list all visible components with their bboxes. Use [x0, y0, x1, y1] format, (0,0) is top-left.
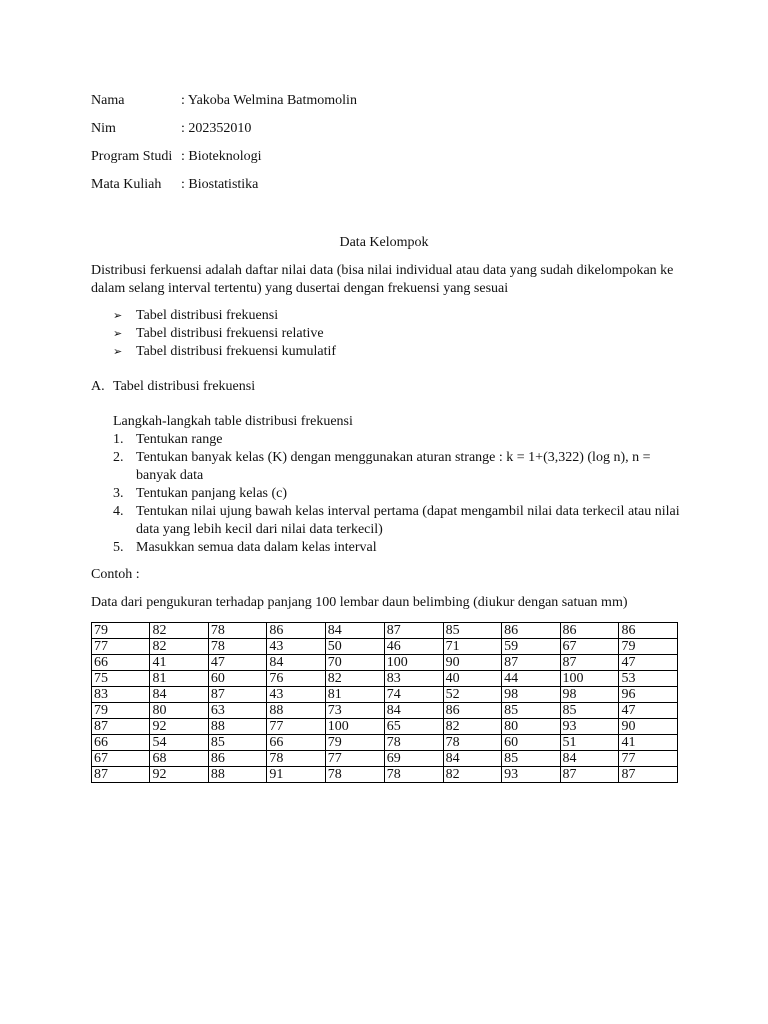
- table-row: [92, 655, 678, 671]
- table-cell: 77: [267, 719, 325, 735]
- table-cell: 86: [502, 623, 560, 639]
- arrow-bullet-icon: ➢: [113, 328, 123, 340]
- table-row: [92, 767, 678, 783]
- identity-label: Nim: [91, 121, 116, 136]
- table-cell: 87: [92, 719, 150, 735]
- table-cell: 44: [502, 671, 560, 687]
- table-cell: 88: [208, 767, 266, 783]
- step-number: 2.: [113, 450, 124, 465]
- table-cell: 79: [92, 623, 150, 639]
- table-cell: 84: [325, 623, 384, 639]
- table-cell: 69: [384, 751, 443, 767]
- table-row: [92, 751, 678, 767]
- arrow-bullet-icon: ➢: [113, 346, 123, 358]
- table-cell: 79: [92, 703, 150, 719]
- table-cell: 96: [619, 687, 678, 703]
- table-cell: 54: [150, 735, 208, 751]
- table-cell: 87: [619, 767, 678, 783]
- table-row: [92, 735, 678, 751]
- table-cell: 91: [267, 767, 325, 783]
- table-cell: 100: [560, 671, 619, 687]
- table-cell: 67: [92, 751, 150, 767]
- table-cell: 66: [92, 735, 150, 751]
- table-cell: 79: [619, 639, 678, 655]
- table-cell: 85: [502, 751, 560, 767]
- table-cell: 81: [325, 687, 384, 703]
- list-item: [113, 431, 681, 449]
- table-cell: 50: [325, 639, 384, 655]
- table-cell: 92: [150, 719, 208, 735]
- identity-label: Program Studi: [91, 149, 173, 164]
- table-cell: 80: [502, 719, 560, 735]
- table-cell: 86: [560, 623, 619, 639]
- table-row: [92, 671, 678, 687]
- table-cell: 51: [560, 735, 619, 751]
- step-text: Tentukan panjang kelas (c): [136, 486, 288, 501]
- table-caption: Data dari pengukuran terhadap panjang 100 lembar daun belimbing (diukur dengan satuan mm): [91, 595, 628, 610]
- table-cell: 82: [443, 767, 501, 783]
- step-number: 5.: [113, 540, 124, 555]
- table-cell: 87: [384, 623, 443, 639]
- table-cell: 98: [560, 687, 619, 703]
- list-item: [113, 343, 336, 361]
- identity-label: Nama: [91, 93, 125, 108]
- bullet-text: Tabel distribusi frekuensi relative: [136, 326, 324, 341]
- table-cell: 40: [443, 671, 501, 687]
- table-cell: 63: [208, 703, 266, 719]
- table-cell: 88: [267, 703, 325, 719]
- table-cell: 52: [443, 687, 501, 703]
- table-cell: 86: [208, 751, 266, 767]
- table-cell: 77: [619, 751, 678, 767]
- table-cell: 46: [384, 639, 443, 655]
- list-item: [113, 485, 681, 503]
- step-text: Tentukan banyak kelas (K) dengan menggunakan aturan strange : k = 1+(3,322) (log n), n = banyak data: [136, 450, 651, 483]
- table-cell: 85: [443, 623, 501, 639]
- identity-value: : Yakoba Welmina Batmomolin: [181, 93, 357, 108]
- list-item: [113, 449, 681, 485]
- table-cell: 84: [267, 655, 325, 671]
- table-cell: 84: [443, 751, 501, 767]
- table-cell: 74: [384, 687, 443, 703]
- table-cell: 66: [267, 735, 325, 751]
- table-cell: 73: [325, 703, 384, 719]
- table-cell: 83: [92, 687, 150, 703]
- table-cell: 77: [92, 639, 150, 655]
- page-title: Data Kelompok: [339, 235, 429, 250]
- identity-value: : Biostatistika: [181, 177, 259, 192]
- table-cell: 76: [267, 671, 325, 687]
- identity-value: : Bioteknologi: [181, 149, 262, 164]
- table-cell: 75: [92, 671, 150, 687]
- table-cell: 68: [150, 751, 208, 767]
- bullet-list: [113, 307, 336, 361]
- table-cell: 67: [560, 639, 619, 655]
- table-cell: 78: [208, 623, 266, 639]
- list-item: [113, 503, 681, 539]
- table-cell: 82: [443, 719, 501, 735]
- step-number: 4.: [113, 504, 124, 519]
- table-cell: 59: [502, 639, 560, 655]
- step-number: 3.: [113, 486, 124, 501]
- intro-paragraph: Distribusi ferkuensi adalah daftar nilai data (bisa nilai individual atau data yang sudah dikelompokan ke dalam selang interval tertentu) yang dusertai dengan frekuensi yang sesuai: [91, 263, 674, 296]
- arrow-bullet-icon: ➢: [113, 310, 123, 322]
- table-cell: 87: [560, 767, 619, 783]
- data-table-body: [92, 623, 678, 783]
- table-cell: 93: [560, 719, 619, 735]
- steps-title: Langkah-langkah table distribusi frekuensi: [113, 414, 353, 429]
- table-cell: 41: [619, 735, 678, 751]
- list-item: [113, 325, 336, 343]
- bullet-text: Tabel distribusi frekuensi kumulatif: [136, 344, 337, 359]
- table-cell: 47: [619, 703, 678, 719]
- table-row: [92, 639, 678, 655]
- steps-list: [113, 431, 681, 557]
- table-row: [92, 687, 678, 703]
- table-cell: 65: [384, 719, 443, 735]
- table-cell: 78: [208, 639, 266, 655]
- table-row: [92, 719, 678, 735]
- table-cell: 85: [560, 703, 619, 719]
- table-cell: 83: [384, 671, 443, 687]
- table-cell: 87: [92, 767, 150, 783]
- table-cell: 98: [502, 687, 560, 703]
- section-letter: A.: [91, 379, 105, 394]
- table-cell: 84: [150, 687, 208, 703]
- table-cell: 84: [560, 751, 619, 767]
- table-cell: 78: [267, 751, 325, 767]
- table-cell: 43: [267, 639, 325, 655]
- table-cell: 78: [384, 767, 443, 783]
- table-cell: 78: [384, 735, 443, 751]
- table-cell: 79: [325, 735, 384, 751]
- table-cell: 82: [150, 623, 208, 639]
- table-cell: 60: [502, 735, 560, 751]
- table-cell: 87: [208, 687, 266, 703]
- table-cell: 92: [150, 767, 208, 783]
- table-cell: 84: [384, 703, 443, 719]
- table-cell: 70: [325, 655, 384, 671]
- table-cell: 66: [92, 655, 150, 671]
- table-cell: 90: [443, 655, 501, 671]
- list-item: [113, 539, 681, 557]
- table-cell: 41: [150, 655, 208, 671]
- table-cell: 47: [619, 655, 678, 671]
- list-item: [113, 307, 336, 325]
- table-cell: 87: [502, 655, 560, 671]
- table-cell: 100: [325, 719, 384, 735]
- table-cell: 80: [150, 703, 208, 719]
- table-cell: 86: [443, 703, 501, 719]
- table-cell: 87: [560, 655, 619, 671]
- example-label: Contoh :: [91, 567, 140, 582]
- table-cell: 60: [208, 671, 266, 687]
- table-cell: 47: [208, 655, 266, 671]
- table-cell: 77: [325, 751, 384, 767]
- table-cell: 81: [150, 671, 208, 687]
- table-cell: 71: [443, 639, 501, 655]
- table-cell: 43: [267, 687, 325, 703]
- table-cell: 86: [267, 623, 325, 639]
- table-row: [92, 703, 678, 719]
- identity-label: Mata Kuliah: [91, 177, 162, 192]
- table-cell: 53: [619, 671, 678, 687]
- table-cell: 93: [502, 767, 560, 783]
- step-text: Tentukan range: [136, 432, 223, 447]
- step-text: Masukkan semua data dalam kelas interval: [136, 540, 377, 555]
- table-row: [92, 623, 678, 639]
- step-number: 1.: [113, 432, 124, 447]
- table-cell: 78: [325, 767, 384, 783]
- data-table: [91, 622, 678, 783]
- table-cell: 82: [150, 639, 208, 655]
- table-cell: 86: [619, 623, 678, 639]
- table-cell: 90: [619, 719, 678, 735]
- section-title: Tabel distribusi frekuensi: [113, 379, 256, 394]
- table-cell: 82: [325, 671, 384, 687]
- table-cell: 100: [384, 655, 443, 671]
- identity-value: : 202352010: [181, 121, 252, 136]
- bullet-text: Tabel distribusi frekuensi: [136, 308, 279, 323]
- table-cell: 88: [208, 719, 266, 735]
- table-cell: 85: [502, 703, 560, 719]
- step-text: Tentukan nilai ujung bawah kelas interval pertama (dapat mengambil nilai data terkecil atau nilai data yang lebih kecil dari nilai data terkecil): [136, 504, 680, 537]
- table-cell: 85: [208, 735, 266, 751]
- table-cell: 78: [443, 735, 501, 751]
